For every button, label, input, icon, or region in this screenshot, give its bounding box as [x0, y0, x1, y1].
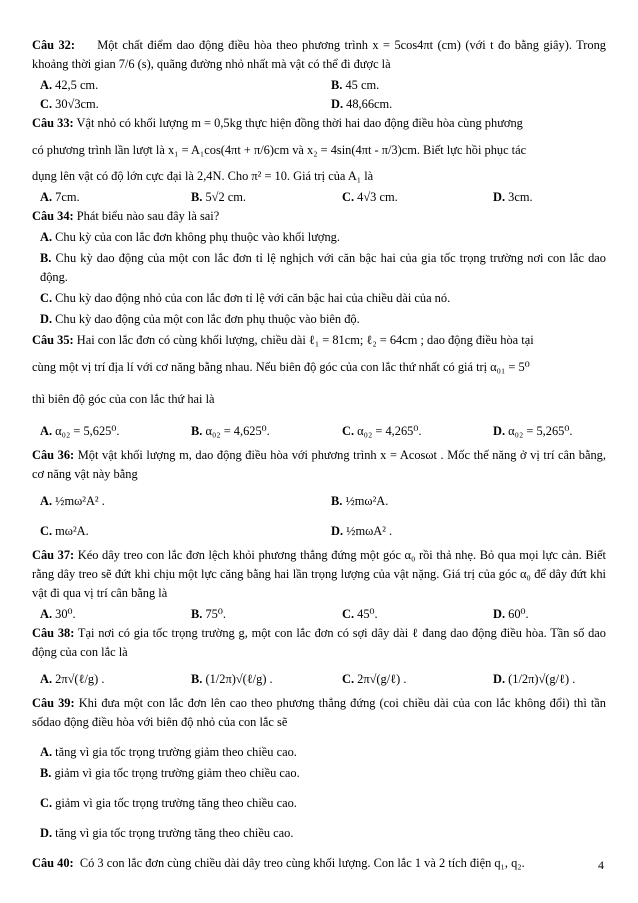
option-b[interactable]: B. ½mω²A. — [331, 494, 389, 508]
question-33 — [32, 114, 606, 133]
option-a[interactable]: A. ½mω²A² . — [40, 494, 105, 508]
options-q38 — [32, 664, 606, 694]
question-33-line3: dụng lên vật có độ lớn cực đại là 2,4N. Cho π² = 10. Giá trị của A₁ là — [32, 169, 374, 183]
question-38 — [32, 624, 606, 662]
option-b[interactable]: B. 75⁰. — [191, 607, 226, 621]
option-d[interactable]: D. 3cm. — [493, 190, 533, 204]
options-q36 — [32, 486, 606, 516]
question-40 — [32, 854, 606, 873]
question-text: Khi đưa một con lắc đơn lên cao theo phương thẳng đứng (coi chiều dài của con lắc không đổi) thì tần sốdao động điều hòa với biên độ nhỏ của con lắc sẽ — [32, 696, 606, 729]
question-label: Câu 38: — [32, 626, 75, 640]
option-b[interactable]: B. 45 cm. — [331, 78, 380, 92]
question-39 — [32, 694, 606, 732]
question-text: Kéo dây treo con lắc đơn lệch khỏi phương thẳng đứng một góc α₀ rồi thả nhẹ. Bỏ qua mọi lực cản. Biết rằng dây treo sẽ đứt khi chịu một lực căng bằng hai lần trọng lượng của vật nặng. Giá trị của góc α₀ để dây đứt khi vật đi qua vị trí cân bằng là — [32, 548, 606, 600]
question-text: Phát biểu nào sau đây là sai? — [76, 209, 220, 223]
question-label: Câu 34: — [32, 209, 74, 223]
option-a[interactable]: A. tăng vì gia tốc trọng trường giảm theo chiều cao. — [40, 745, 297, 759]
question-37 — [32, 546, 606, 603]
question-35-line2: cùng một vị trí địa lí với cơ năng bằng nhau. Nếu biên độ góc của con lắc thứ nhất có giá trị α₀₁ = 5⁰ — [32, 360, 530, 374]
option-d[interactable]: D. 48,66cm. — [331, 97, 393, 111]
question-label: Câu 39: — [32, 696, 75, 710]
question-label: Câu 40: — [32, 856, 74, 870]
question-label: Câu 33: — [32, 116, 74, 130]
option-c[interactable]: C. 4√3 cm. — [342, 190, 398, 204]
question-label: Câu 32: — [32, 38, 75, 52]
document-page — [32, 36, 606, 875]
option-a[interactable]: A. 2π√(ℓ/g) . — [40, 672, 105, 686]
option-c[interactable]: C. mω²A. — [40, 524, 89, 538]
option-a[interactable]: A. Chu kỳ của con lắc đơn không phụ thuộc vào khối lượng. — [40, 230, 340, 244]
option-d[interactable]: D. Chu kỳ dao động của một con lắc đơn phụ thuộc vào biên độ. — [40, 312, 360, 326]
options-q36-row2 — [32, 516, 606, 546]
option-a[interactable]: A. 30⁰. — [40, 607, 76, 621]
option-a[interactable]: A. 42,5 cm. — [40, 78, 99, 92]
option-a[interactable]: A. 7cm. — [40, 190, 80, 204]
option-c[interactable]: C. α₀₂ = 4,265⁰. — [342, 424, 422, 438]
option-b[interactable]: B. giảm vì gia tốc trọng trường giảm theo chiều cao. — [40, 766, 300, 780]
question-text: Tại nơi có gia tốc trọng trường g, một con lắc đơn có sợi dây dài ℓ đang dao động điều hòa. Tần số dao động của con lắc là — [32, 626, 606, 659]
option-c[interactable]: C. Chu kỳ dao động nhỏ của con lắc đơn tỉ lệ với căn bậc hai của chiều dài của nó. — [40, 291, 451, 305]
question-text-1: Hai con lắc đơn có cùng khối lượng, chiều dài ℓ₁ = 81cm; ℓ₂ = 64cm ; dao động điều hòa tại — [76, 333, 534, 347]
question-label: Câu 36: — [32, 448, 75, 462]
option-d[interactable]: D. 60⁰. — [493, 607, 529, 621]
options-q32 — [32, 76, 606, 95]
option-d[interactable]: D. α₀₂ = 5,265⁰. — [493, 424, 573, 438]
question-label: Câu 35: — [32, 333, 74, 347]
question-35 — [32, 331, 606, 350]
option-d[interactable]: D. (1/2π)√(g/ℓ) . — [493, 672, 576, 686]
option-c[interactable]: C. 2π√(g/ℓ) . — [342, 672, 407, 686]
options-q37 — [32, 605, 606, 624]
question-text: Một vật khối lượng m, dao động điều hòa với phương trình x = Acosωt . Mốc thế năng ở vị trí cân bằng, cơ năng vật này bằng — [32, 448, 606, 481]
question-32 — [32, 36, 606, 74]
option-b[interactable]: B. α₀₂ = 4,625⁰. — [191, 424, 270, 438]
options-q33 — [32, 188, 606, 207]
options-q32-row2 — [32, 95, 606, 114]
question-36 — [32, 446, 606, 484]
option-c[interactable]: C. 45⁰. — [342, 607, 378, 621]
option-d[interactable]: D. tăng vì gia tốc trọng trường tăng theo chiều cao. — [40, 826, 294, 840]
question-text: Một chất điểm dao động điều hòa theo phương trình x = 5cos4πt (cm) (với t đo bằng giây). Trong khoảng thời gian 7/6 (s), quãng đường nhỏ nhất mà vật có thể đi được là — [32, 38, 606, 71]
option-c[interactable]: C. 30√3cm. — [40, 97, 99, 111]
question-text: Có 3 con lắc đơn cùng chiều dài dây treo cùng khối lượng. Con lắc 1 và 2 tích điện q₁, q₂. — [79, 856, 525, 870]
options-q35 — [32, 416, 606, 446]
question-label: Câu 37: — [32, 548, 75, 562]
option-b[interactable]: B. 5√2 cm. — [191, 190, 247, 204]
question-text-1: Vật nhỏ có khối lượng m = 0,5kg thực hiện đồng thời hai dao động điều hòa cùng phương — [76, 116, 523, 130]
question-33-equations: có phương trình lần lượt là x₁ = A₁cos(4πt + π/6)cm và x₂ = 4sin(4πt - π/3)cm. Biết lực hồi phục tác — [32, 143, 527, 157]
option-b[interactable]: B. Chu kỳ dao động của một con lắc đơn tỉ lệ nghịch với căn bậc hai của gia tốc trọng trường nơi con lắc dao động. — [40, 251, 606, 284]
option-a[interactable]: A. α₀₂ = 5,625⁰. — [40, 424, 120, 438]
option-b[interactable]: B. (1/2π)√(ℓ/g) . — [191, 672, 273, 686]
question-34 — [32, 207, 606, 226]
option-d[interactable]: D. ½mωA² . — [331, 524, 393, 538]
question-35-line3: thì biên độ góc của con lắc thứ hai là — [32, 392, 215, 406]
option-c[interactable]: C. giảm vì gia tốc trọng trường tăng theo chiều cao. — [40, 796, 297, 810]
page-number: 4 — [598, 858, 604, 872]
